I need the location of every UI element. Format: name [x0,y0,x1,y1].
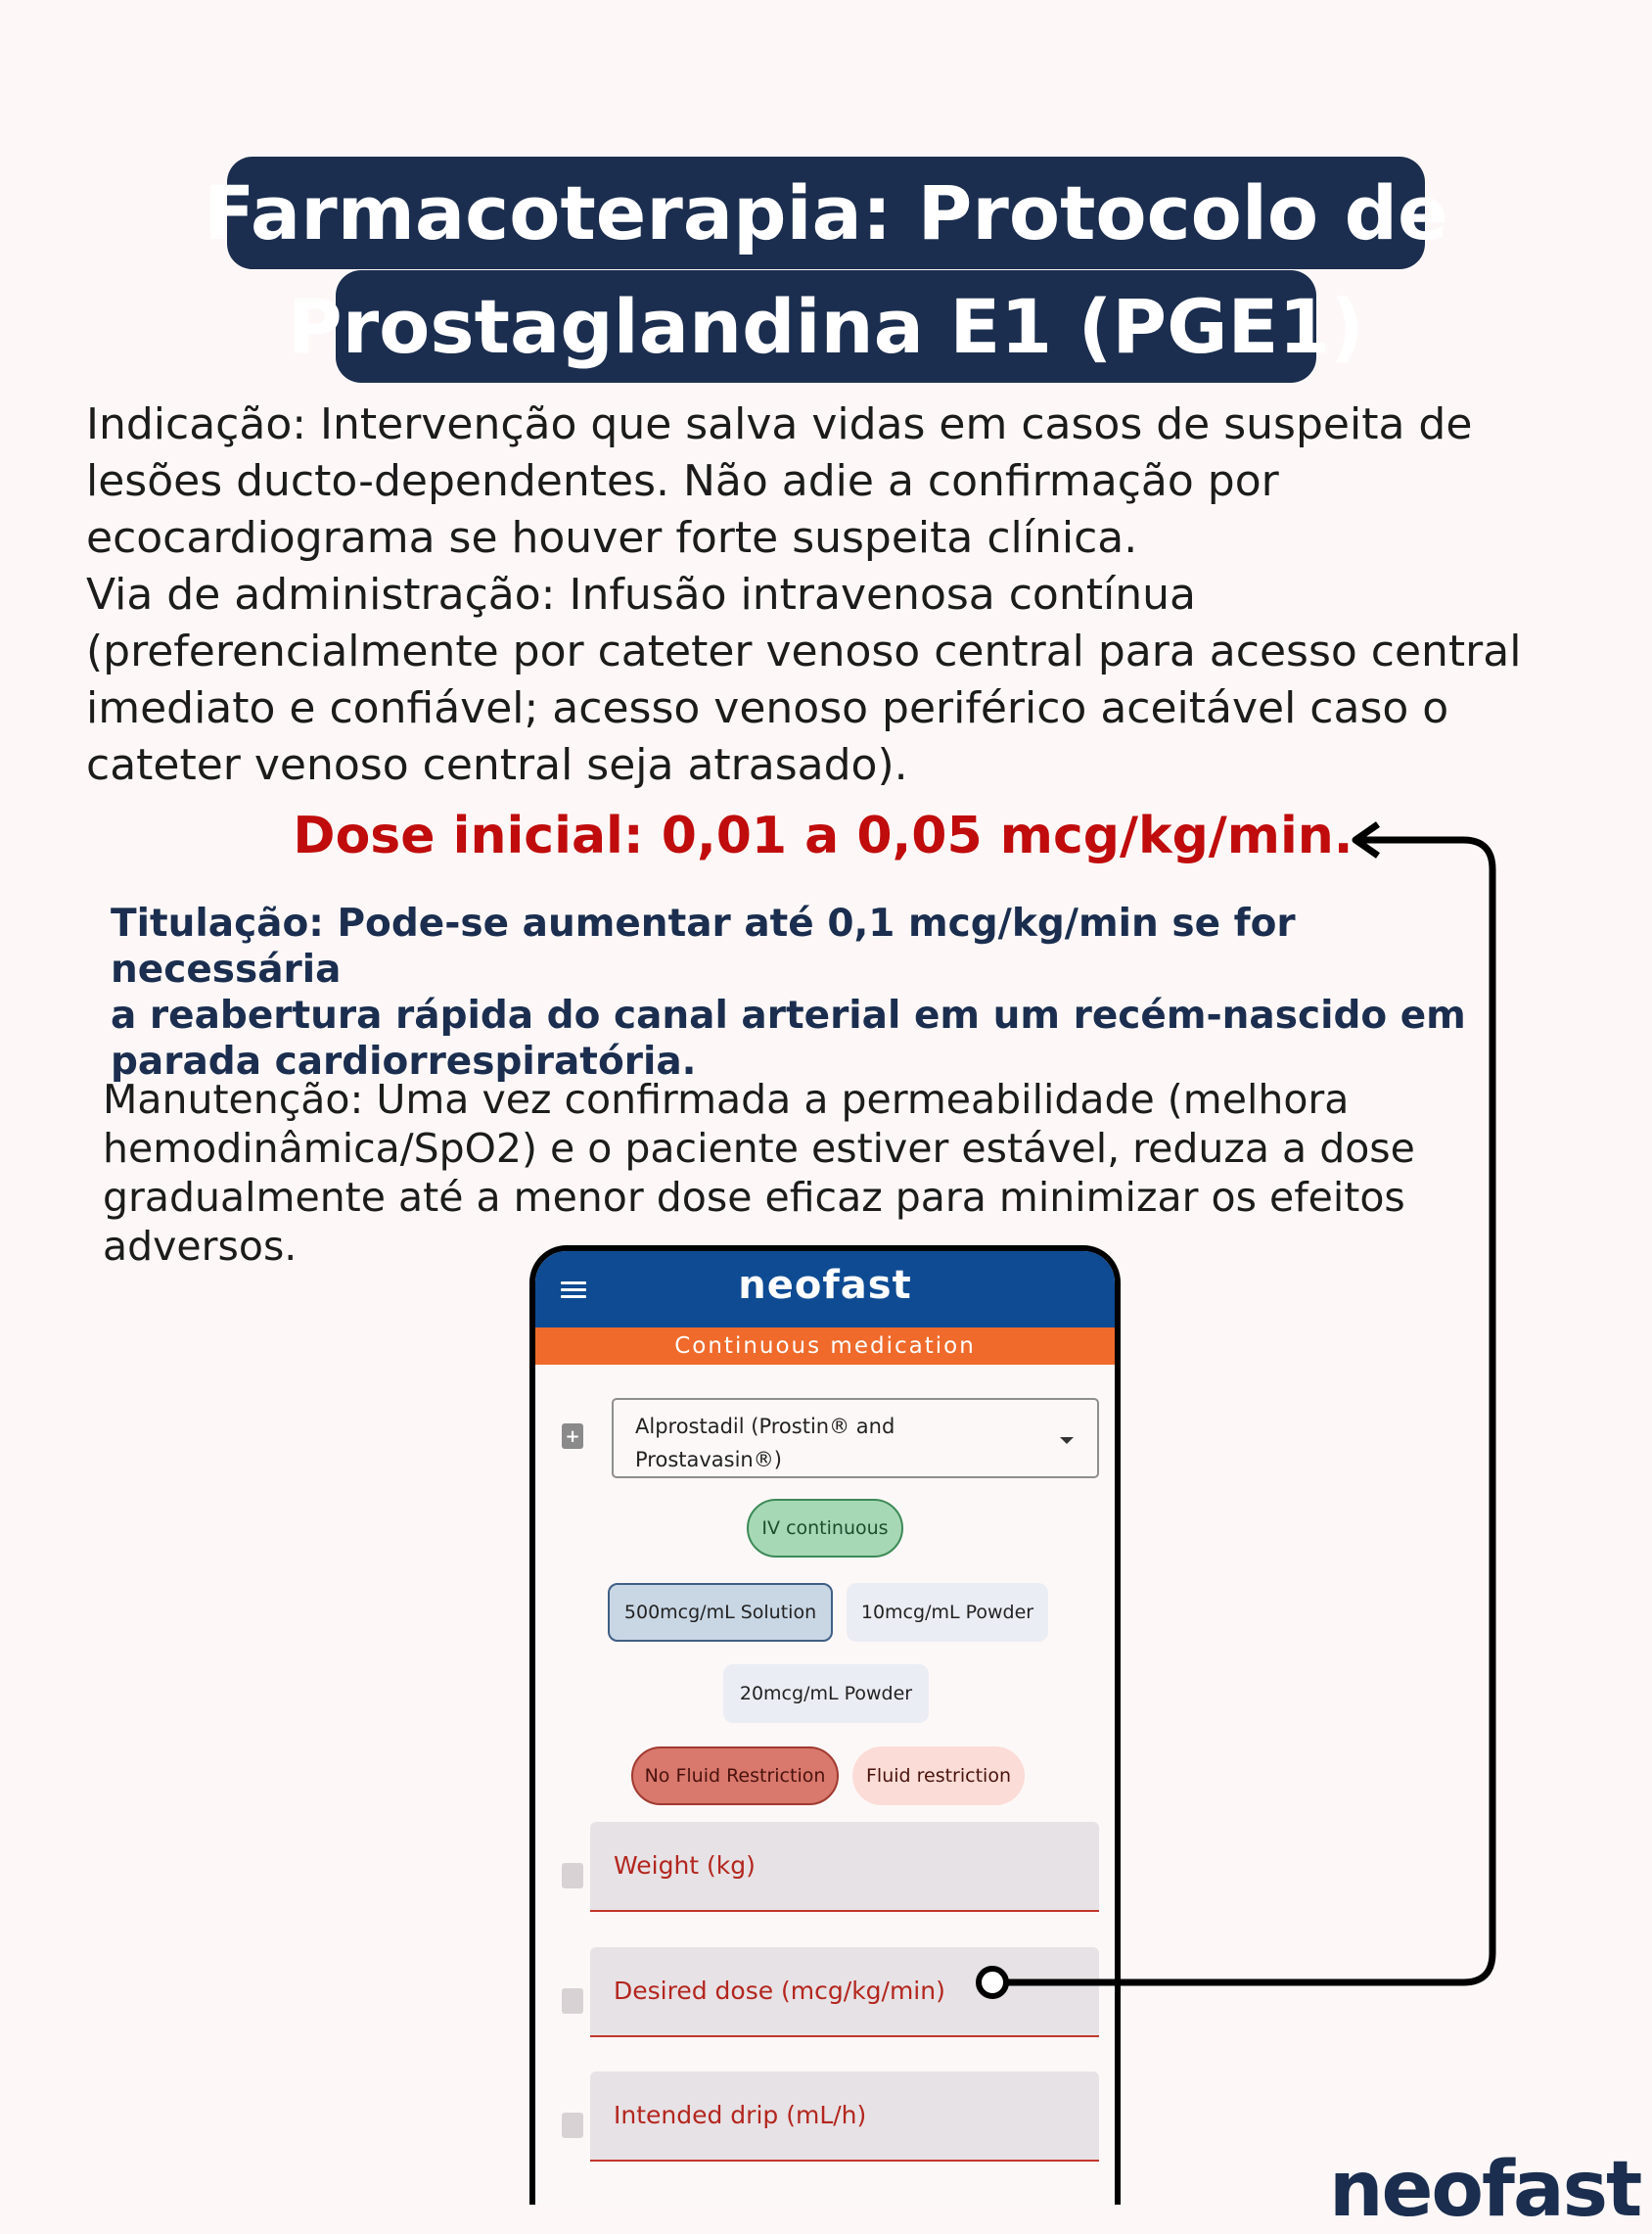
maintenance-line: hemodinâmica/SpO2) e o paciente estiver estável, reduza a dose [103,1125,1415,1172]
medication-name-line1: Alprostadil (Prostin® and [635,1415,895,1438]
connector-line [1004,840,1492,1982]
route-chip-iv-continuous[interactable]: IV continuous [747,1499,903,1558]
maintenance-line: adversos. [103,1223,298,1270]
concentration-chip-500[interactable]: 500mcg/mL Solution [608,1583,833,1642]
intro-line: (preferencialmente por cateter venoso central para acesso central [86,627,1522,676]
neofast-logo: neofast [1329,2146,1641,2234]
intro-line: Indicação: Intervenção que salva vidas em casos de suspeita de [86,399,1473,449]
medication-name-line2: Prostavasin®) [635,1448,782,1471]
intro-line: cateter venoso central seja atrasado). [86,740,908,790]
intro-line: ecocardiograma se houver forte suspeita clínica. [86,513,1138,563]
concentration-chip-20[interactable]: 20mcg/mL Powder [723,1664,929,1723]
no-fluid-restriction-chip[interactable]: No Fluid Restriction [631,1746,839,1805]
weight-label: Weight (kg) [614,1851,756,1880]
maintenance-line: gradualmente até a menor dose eficaz para minimizar os efeitos [103,1174,1405,1221]
intended-drip-label: Intended drip (mL/h) [614,2101,867,2129]
maintenance-line: Manutenção: Uma vez confirmada a permeabilidade (melhora [103,1076,1350,1123]
title-line-2-text: Prostaglandina E1 (PGE1) [288,282,1364,370]
titration-line: Titulação: Pode-se aumentar até 0,1 mcg/kg/min se for necessária [111,902,1296,992]
title-line-1-text: Farmacoterapia: Protocolo de [204,168,1448,256]
concentration-chip-10[interactable]: 10mcg/mL Powder [847,1583,1048,1642]
initial-dose-text: Dose inicial: 0,01 a 0,05 mcg/kg/min. [293,807,1354,865]
titration-line: parada cardiorrespiratória. [111,1040,697,1084]
intro-line: lesões ducto-dependentes. Não adie a confirmação por [86,456,1279,506]
app-brand: neofast [738,1263,912,1308]
intro-line: Via de administração: Infusão intravenosa contínua [86,570,1196,620]
connector-start-dot [979,1969,1006,1996]
fluid-restriction-chip[interactable]: Fluid restriction [852,1746,1025,1805]
intro-line: imediato e confiável; acesso venoso periférico aceitável caso o [86,683,1449,733]
desired-dose-label: Desired dose (mcg/kg/min) [614,1977,945,2005]
section-title: Continuous medication [535,1327,1115,1365]
titration-line: a reabertura rápida do canal arterial em um recém-nascido em [111,994,1466,1038]
